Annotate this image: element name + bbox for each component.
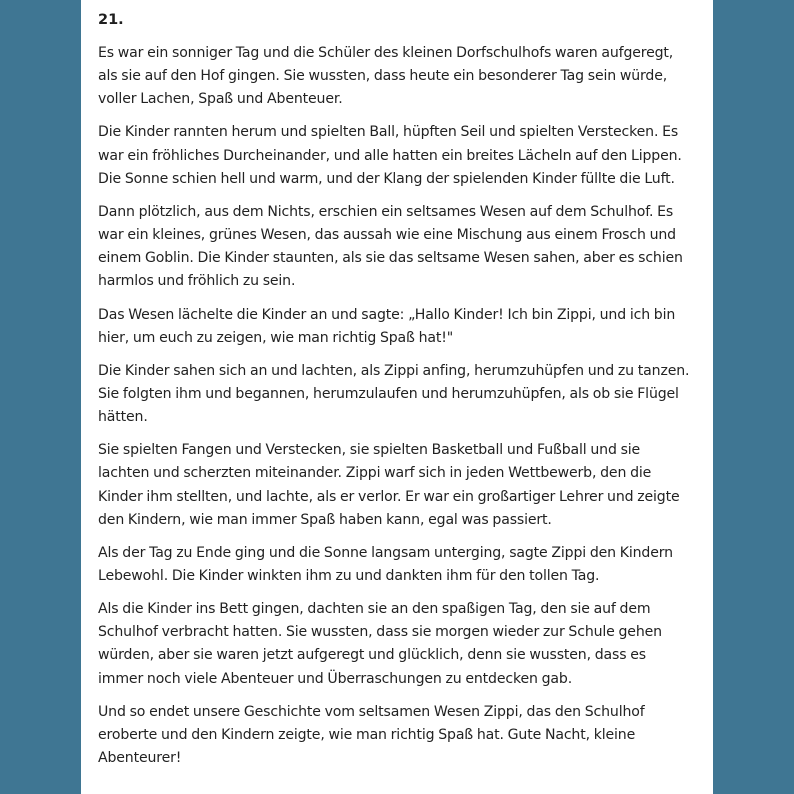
- paragraph-9: Und so endet unsere Geschichte vom seltsamen Wesen Zippi, das den Schulhof eroberte und den Kindern zeigte, wie man richtig Spaß hat. Gute Nacht, kleine Abenteurer!: [98, 703, 645, 767]
- paragraph-5: Die Kinder sahen sich an und lachten, als Zippi anfing, herumzuhüpfen und zu tanzen. Sie folgten ihm und begannen, herumzulaufen und herumzuhüpfen, als ob sie Flügel hätten.: [98, 362, 690, 426]
- chapter-number: 21.: [98, 12, 124, 28]
- paragraph-1: Es war ein sonniger Tag und die Schüler des kleinen Dorfschulhofs waren aufgeregt, als sie auf den Hof gingen. Sie wussten, dass heute ein besonderer Tag sein würde, voller Lachen, Spaß und Abenteuer.: [98, 45, 674, 108]
- paragraph-3: Dann plötzlich, aus dem Nichts, erschien ein seltsames Wesen auf dem Schulhof. Es war ein kleines, grünes Wesen, das aussah wie eine Mischung aus einem Frosch und einem Goblin. Die Kinder staunten, als sie das seltsame Wesen sahen, aber es schien harmlos und fröhlich zu sein.: [98, 203, 683, 290]
- paragraph-2: Die Kinder rannten herum und spielten Ball, hüpften Seil und spielten Verstecken. Es war ein fröhliches Durcheinander, und alle hatten ein breites Lächeln auf den Lippen. Die Sonne schien hell und warm, und der Klang der spielenden Kinder füllte die Luft.: [98, 124, 682, 187]
- paragraph-8: Als die Kinder ins Bett gingen, dachten sie an den spaßigen Tag, den sie auf dem Schulhof verbracht hatten. Sie wussten, dass sie morgen wieder zur Schule gehen würden, aber sie waren jetzt aufgeregt und glücklich, denn sie wussten, dass es immer noch viele Abenteuer und Überraschungen zu entdecken gab.: [98, 601, 662, 687]
- paragraph-6: Sie spielten Fangen und Verstecken, sie spielten Basketball und Fußball und sie lachten und scherzten miteinander. Zippi warf sich in jeden Wettbewerb, den die Kinder ihm stellten, und lachte, als er verlor. Er war ein großartiger Lehrer und zeigte den Kindern, wie man immer Spaß haben kann, egal was passiert.: [98, 442, 680, 528]
- paragraph-7: Als der Tag zu Ende ging und die Sonne langsam unterging, sagte Zippi den Kindern Lebewohl. Die Kinder winkten ihm zu und dankten ihm für den tollen Tag.: [98, 544, 673, 584]
- paragraph-4: Das Wesen lächelte die Kinder an und sagte: „Hallo Kinder! Ich bin Zippi, und ich bin hier, um euch zu zeigen, wie man richtig Spaß hat!": [98, 306, 676, 346]
- document-page: [81, 0, 713, 794]
